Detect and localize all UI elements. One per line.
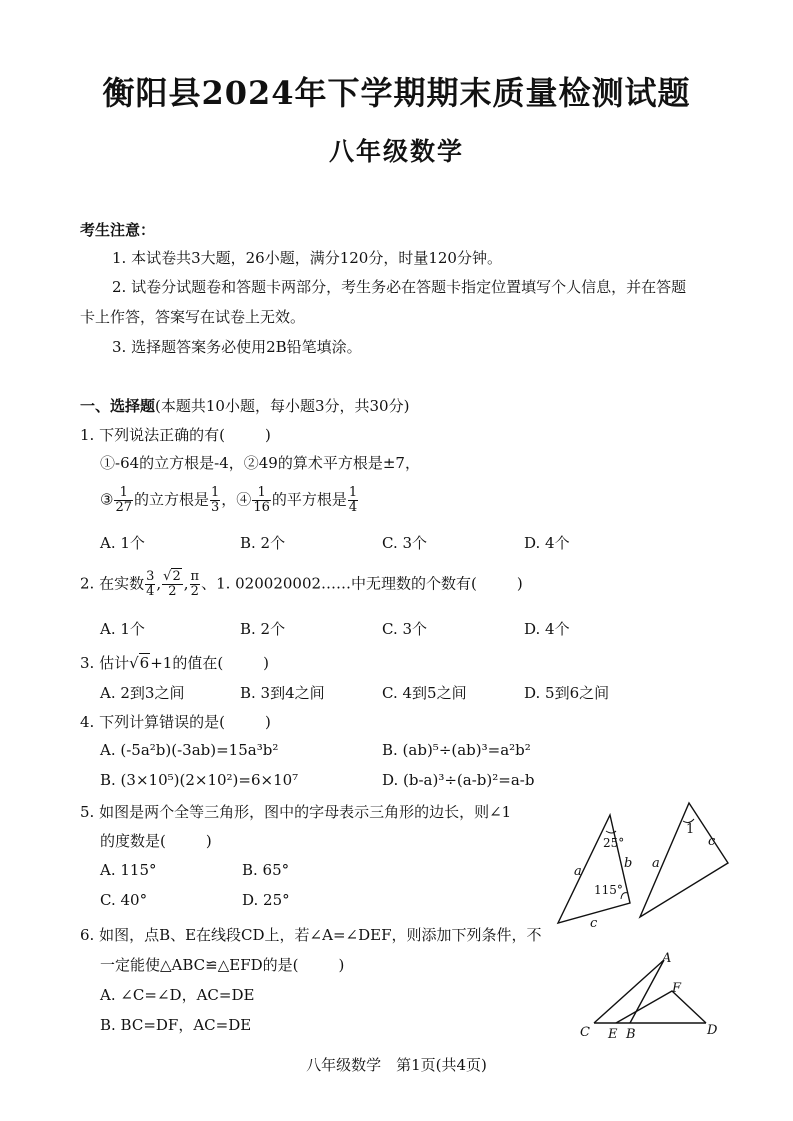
fraction: $\frac{√2}{2}$	[163, 569, 181, 599]
triangle-right	[640, 803, 728, 917]
question-text: 1. 下列说法正确的有(	[80, 426, 225, 444]
option-b: B. (ab)⁵÷(ab)³=a²b²	[382, 741, 531, 759]
option-d: D. 5到6之间	[524, 684, 610, 702]
option-c: C. 4到5之间	[382, 684, 467, 702]
option-c: C. 3个	[382, 620, 428, 638]
option-a: A. ∠C=∠D，AC=DE	[100, 986, 255, 1004]
point-e-label: E	[608, 1027, 618, 1042]
text: ，④	[221, 490, 252, 509]
notice-heading: 考生注意：	[80, 221, 156, 239]
question-text: 的度数是(	[100, 832, 166, 850]
text: +1的值在(	[150, 654, 224, 672]
question-1-line2	[100, 486, 359, 515]
question-4-stem	[80, 711, 271, 732]
point-c-label: C	[580, 1025, 590, 1040]
text: 的立方根是	[134, 490, 210, 509]
text: ,	[156, 574, 162, 593]
option-c: C. 40°	[100, 891, 148, 909]
point-a-label: A	[662, 951, 672, 966]
section-heading-label: 一、选择题	[80, 397, 156, 415]
notice-item: 1. 本试卷共3大题，26小题，满分120分，时量120分钟。	[112, 249, 502, 267]
side-a2-label: a	[652, 856, 660, 871]
fraction: $\frac{1}{27}$	[115, 485, 132, 515]
text: 3. 估计	[80, 654, 130, 672]
answer-paren: )	[263, 654, 270, 672]
answer-paren: )	[516, 574, 523, 593]
triangle-abc	[594, 960, 664, 1023]
section-heading-desc: (本题共10小题，每小题3分，共30分)	[155, 397, 410, 415]
question-6-line1: 6. 如图，点B、E在线段CD上，若∠A=∠DEF，则添加下列条件，不	[80, 926, 542, 944]
text: ,	[183, 574, 189, 593]
question-1-line1: ①-64的立方根是-4，②49的算术平方根是±7，	[100, 454, 420, 472]
option-a: A. 2到3之间	[100, 684, 185, 702]
fraction: $\frac{1}{16}$	[253, 485, 270, 515]
text: 2. 在实数	[80, 574, 145, 593]
option-b: B. 3到4之间	[240, 684, 325, 702]
option-d: D. 4个	[524, 534, 570, 552]
option-b: B. BC=DF，AC=DE	[100, 1016, 252, 1034]
option-b: B. 2个	[240, 620, 286, 638]
side-b-label: b	[624, 856, 633, 871]
q5-triangles-figure	[548, 795, 738, 935]
triangle-efd	[616, 991, 706, 1023]
triangle-left	[558, 815, 632, 931]
question-3-stem	[80, 652, 269, 673]
text: ③	[100, 490, 114, 509]
exam-title: 衡阳县2024年下学期期末质量检测试题	[102, 74, 691, 112]
question-2-stem	[80, 570, 523, 599]
option-d: D. 4个	[524, 620, 570, 638]
answer-paren: )	[264, 426, 271, 444]
radicand: 6	[139, 654, 150, 672]
question-6-line2	[100, 954, 344, 975]
side-c-label: c	[590, 916, 598, 931]
point-f-label: F	[672, 981, 682, 996]
fraction: $\frac{1}{3}$	[211, 485, 220, 515]
answer-paren: )	[205, 832, 212, 850]
question-5-line1: 5. 如图是两个全等三角形，图中的字母表示三角形的边长，则∠1	[80, 803, 512, 821]
angle-top-label: 25°	[603, 836, 625, 850]
point-d-label: D	[707, 1023, 718, 1038]
fraction: $\frac{3}{4}$	[146, 569, 155, 599]
option-a: A. 1个	[100, 534, 145, 552]
exam-subtitle: 八年级数学	[328, 137, 464, 166]
text: 的平方根是	[271, 490, 347, 509]
question-1-stem	[80, 424, 271, 445]
notice-item: 2. 试卷分试题卷和答题卡两部分，考生务必在答题卡指定位置填写个人信息，并在答题	[112, 278, 687, 296]
option-b: B. 2个	[240, 534, 286, 552]
side-a-label: a	[574, 864, 582, 879]
side-c2-label: c	[708, 834, 716, 849]
point-b-label: B	[626, 1027, 636, 1042]
sqrt-sign: √	[129, 654, 139, 672]
answer-paren: )	[338, 956, 345, 974]
option-a: A. 115°	[100, 861, 157, 879]
section-heading	[80, 395, 409, 416]
angle-1-label: 1	[686, 822, 695, 837]
option-b: B. 65°	[242, 861, 290, 879]
option-a: A. 1个	[100, 620, 145, 638]
fraction: $\frac{1}{4}$	[348, 485, 358, 515]
option-d: D. 25°	[242, 891, 290, 909]
angle-bottom-label: 115°	[594, 883, 623, 897]
question-text: 4. 下列计算错误的是(	[80, 713, 225, 731]
option-a: A. (-5a²b)(-3ab)=15a³b²	[100, 741, 279, 759]
page-footer: 八年级数学 第1页(共4页)	[306, 1056, 487, 1074]
notice-item: 3. 选择题答案务必使用2B铅笔填涂。	[112, 338, 362, 356]
option-c: C. 3个	[382, 534, 428, 552]
fraction: $\frac{\pi}{2}$	[190, 569, 200, 599]
option-c: B. (3×10⁵)(2×10²)=6×10⁷	[100, 771, 299, 789]
option-d: D. (b-a)³÷(a-b)²=a-b	[382, 771, 535, 789]
answer-paren: )	[264, 713, 271, 731]
notice-item: 卡上作答，答案写在试卷上无效。	[80, 308, 306, 326]
question-5-line2	[100, 830, 212, 851]
question-text: 一定能使△ABC≌△EFD的是(	[100, 956, 299, 974]
text: 、1. 020020002……中无理数的个数有(	[201, 574, 477, 593]
q6-triangles-figure	[576, 948, 726, 1042]
